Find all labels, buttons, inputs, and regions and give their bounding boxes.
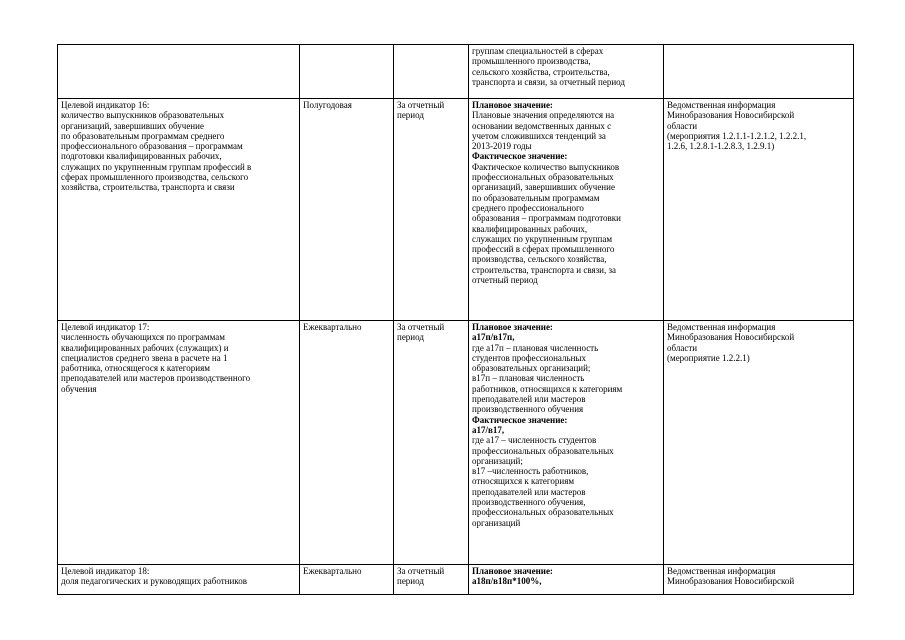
indicator-cell bbox=[58, 321, 300, 565]
method-cell-line: группам специальностей в сферах bbox=[472, 46, 604, 56]
method-cell-line: производства, сельского хозяйства, bbox=[472, 254, 607, 265]
method-cell-line: производственного обучения, bbox=[472, 497, 586, 508]
period-cell-line: период bbox=[397, 332, 424, 343]
method-cell-line: профессиональных образовательных bbox=[472, 172, 614, 183]
method-cell-line: служащих по укрупненным группам bbox=[472, 233, 613, 244]
periodicity-text: Ежеквартально bbox=[303, 566, 362, 576]
table-row bbox=[58, 565, 854, 595]
method-cell-line: организаций, завершивших обучение bbox=[472, 182, 615, 193]
indicator-cell bbox=[58, 45, 300, 99]
table-row bbox=[58, 321, 854, 565]
source-cell bbox=[664, 45, 854, 99]
method-cell-line: относящихся к категориям bbox=[472, 476, 575, 487]
method-cell-line: профессиональных образовательных bbox=[472, 445, 614, 456]
indicator-cell-line: Целевой индикатор 17: bbox=[61, 322, 150, 332]
source-cell-line: 1.2.6, 1.2.8.1-1.2.8.3, 1.2.9.1) bbox=[667, 141, 775, 152]
source-cell-line: Минобразования Новосибирской bbox=[667, 332, 795, 343]
method-cell-line: промышленного производства, bbox=[472, 56, 591, 67]
indicator-cell-line: хозяйства, строительства, транспорта и связи bbox=[61, 182, 235, 193]
indicator-cell-line: количество выпускников образовательных bbox=[61, 110, 225, 121]
method-cell-line: производственного обучения bbox=[472, 404, 584, 415]
method-cell-line: в17п – плановая численность bbox=[472, 373, 585, 384]
indicator-cell-line: доля педагогических и руководящих работников bbox=[61, 576, 247, 587]
period-cell bbox=[394, 99, 469, 321]
periodicity-text: Ежеквартально bbox=[303, 322, 362, 332]
source-cell bbox=[664, 565, 854, 595]
period-cell bbox=[394, 321, 469, 565]
method-cell-line: преподавателей или мастеров bbox=[472, 394, 586, 405]
period-cell bbox=[394, 45, 469, 99]
method-cell-line: Плановое значение: bbox=[472, 566, 553, 576]
indicator-cell-line: сферах промышленного производства, сельского bbox=[61, 172, 249, 183]
source-cell-line: Минобразования Новосибирской bbox=[667, 110, 795, 121]
indicator-cell-line: численность обучающихся по программам bbox=[61, 332, 225, 343]
method-cell bbox=[469, 565, 664, 595]
indicator-cell-line: профессионального образования – программам bbox=[61, 141, 243, 152]
indicator-cell-line: по образовательным программам среднего bbox=[61, 130, 225, 141]
period-cell-line: период bbox=[397, 110, 424, 121]
method-cell-line: работников, относящихся к категориям bbox=[472, 383, 623, 394]
method-cell-line: в17 –численность работников, bbox=[472, 466, 589, 477]
source-cell bbox=[664, 321, 854, 565]
table-row bbox=[58, 45, 854, 99]
indicator-cell-line: Целевой индикатор 16: bbox=[61, 100, 150, 110]
method-cell-line: основании ведомственных данных с bbox=[472, 120, 612, 131]
method-cell-line: Плановое значение: bbox=[472, 100, 553, 110]
indicator-cell bbox=[58, 99, 300, 321]
method-cell-line: квалифицированных рабочих, bbox=[472, 223, 588, 234]
method-cell-line: организаций bbox=[472, 517, 521, 528]
method-cell-line: преподавателей или мастеров bbox=[472, 486, 586, 497]
table-row bbox=[58, 99, 854, 321]
source-cell-line: (мероприятие 1.2.2.1) bbox=[667, 352, 750, 363]
method-cell-line: транспорта и связи, за отчетный период bbox=[472, 76, 625, 87]
source-cell-line: Ведомственная информация bbox=[667, 100, 776, 110]
indicator-cell-line: служащих по укрупненным группам профессий в bbox=[61, 161, 252, 172]
method-cell-line: организаций; bbox=[472, 455, 523, 466]
indicator-cell-line: специалистов среднего звена в расчете на 1 bbox=[61, 352, 228, 363]
method-cell bbox=[469, 321, 664, 565]
indicator-cell bbox=[58, 565, 300, 595]
indicator-cell-line: организаций, завершивших обучение bbox=[61, 120, 204, 131]
source-cell bbox=[664, 99, 854, 321]
indicators-table bbox=[57, 44, 854, 595]
period-cell-line: За отчетный bbox=[397, 322, 445, 332]
method-cell-line: где а17п – плановая численность bbox=[472, 342, 599, 353]
method-cell-line: сельского хозяйства, строительства, bbox=[472, 66, 610, 77]
method-cell-line: где а17 – численность студентов bbox=[472, 435, 597, 446]
method-cell-line: по образовательным программам bbox=[472, 192, 600, 203]
method-cell-line: Плановые значения определяются на bbox=[472, 110, 615, 121]
periodicity-cell bbox=[300, 565, 394, 595]
method-cell-line: среднего профессионального bbox=[472, 202, 584, 213]
method-cell-line: Фактическое значение: bbox=[472, 151, 568, 162]
source-cell-line: Ведомственная информация bbox=[667, 322, 776, 332]
indicator-cell-line: преподавателей или мастеров производственного bbox=[61, 373, 251, 384]
source-cell-line: Минобразования Новосибирской bbox=[667, 576, 795, 587]
method-cell-line: студентов профессиональных bbox=[472, 352, 586, 363]
method-cell-line: Фактическое количество выпускников bbox=[472, 161, 620, 172]
source-cell-line: области bbox=[667, 342, 698, 353]
method-cell-line: профессий в сферах промышленного bbox=[472, 244, 615, 255]
indicator-cell-line: подготовки квалифицированных рабочих, bbox=[61, 151, 222, 162]
method-cell-line: Плановое значение: bbox=[472, 322, 553, 332]
periodicity-cell bbox=[300, 45, 394, 99]
source-cell-line: области bbox=[667, 120, 698, 131]
indicator-cell-line: обучения bbox=[61, 383, 97, 394]
indicator-cell-line: Целевой индикатор 18: bbox=[61, 566, 150, 576]
method-cell bbox=[469, 99, 664, 321]
periodicity-text: Полугодовая bbox=[303, 100, 352, 110]
periodicity-cell bbox=[300, 99, 394, 321]
method-cell-line: отчетный период bbox=[472, 275, 538, 286]
method-cell-line: а18п/в18п*100%, bbox=[472, 576, 542, 587]
indicator-cell-line: квалифицированных рабочих (служащих) и bbox=[61, 342, 229, 353]
indicator-cell-line: работника, относящегося к категориям bbox=[61, 363, 210, 374]
method-cell-line: Фактическое значение: bbox=[472, 414, 568, 425]
method-cell-line: образования – программам подготовки bbox=[472, 213, 621, 224]
method-cell-line: строительства, транспорта и связи, за bbox=[472, 264, 617, 275]
period-cell bbox=[394, 565, 469, 595]
method-cell bbox=[469, 45, 664, 99]
method-cell-line: образовательных организаций; bbox=[472, 363, 591, 374]
source-cell-line: (мероприятия 1.2.1.1-1.2.1.2, 1.2.2.1, bbox=[667, 130, 807, 141]
method-cell-line: 2013-2019 годы bbox=[472, 141, 532, 152]
method-cell-line: профессиональных образовательных bbox=[472, 507, 614, 518]
periodicity-cell bbox=[300, 321, 394, 565]
period-cell-line: период bbox=[397, 576, 424, 587]
source-cell-line: Ведомственная информация bbox=[667, 566, 776, 576]
method-cell-line: а17п/в17п, bbox=[472, 332, 515, 343]
method-cell-line: учетом сложившихся тенденций за bbox=[472, 130, 606, 141]
period-cell-line: За отчетный bbox=[397, 100, 445, 110]
method-cell-line: а17/в17, bbox=[472, 424, 505, 435]
period-cell-line: За отчетный bbox=[397, 566, 445, 576]
indicators-table-body bbox=[58, 45, 854, 595]
